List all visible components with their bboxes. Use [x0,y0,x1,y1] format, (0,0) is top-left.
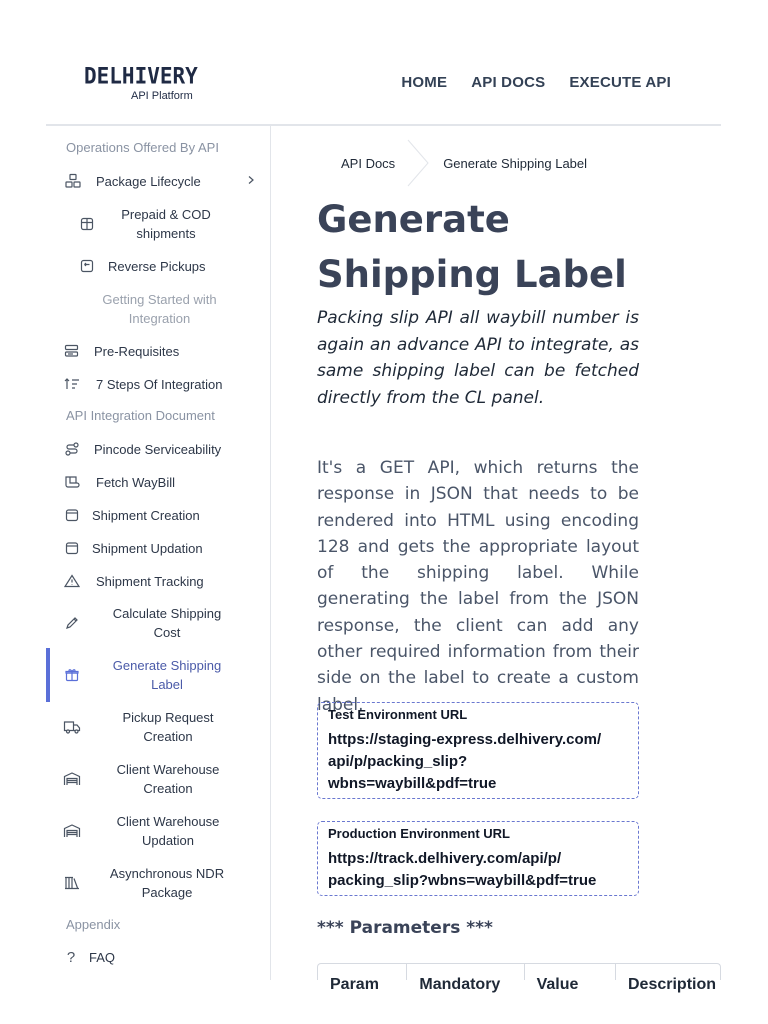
sidebar-item-label: Generate Shipping Label [112,658,222,692]
delhivery-logo[interactable] [84,64,198,102]
breadcrumb [318,140,587,186]
logo-wordmark: DELHIVERY [84,63,198,89]
sidebar-item-warehouse-updation[interactable] [46,811,270,851]
section-title-appendix: Appendix [66,917,121,932]
nav-execute-api[interactable]: EXECUTE API [569,74,671,91]
sidebar [46,126,271,980]
sidebar-item-label: Asynchronous NDR Package [109,866,225,900]
calendar-icon [64,540,80,556]
sidebar-item-label: Pincode Serviceability [94,441,222,457]
sidebar-item-getting-started[interactable] [46,289,270,329]
sidebar-item-package-lifecycle[interactable] [46,171,270,191]
test-env-label: Test Environment URL [328,707,468,722]
package-return-icon [79,258,95,274]
warehouse-icon [64,823,80,839]
test-env-url-box [317,702,639,799]
sidebar-item-label: Shipment Tracking [96,573,204,589]
library-icon [64,875,80,891]
breadcrumb-separator-icon [407,140,429,186]
description-paragraph: It's a GET API, which returns the response in JSON that needs to be rendered into HTML using encoding 128 and gets the appropriate layout of the shipping label. While generating the label from the JSON response, the client can add any other required information from their side on the label to create a custom label. [317,458,639,715]
pencil-icon [64,615,80,631]
route-icon [64,441,80,457]
calendar-icon [64,507,80,523]
sidebar-item-pincode[interactable] [46,439,270,459]
table-header-value: Value [525,964,616,980]
warehouse-icon [64,771,80,787]
sidebar-item-label: Client Warehouse Updation [116,814,220,848]
prod-env-label: Production Environment URL [328,826,510,841]
test-env-url[interactable]: https://staging-express.delhivery.com/ api/p/packing_slip? wbns=waybill&pdf=true [328,731,602,792]
layers-icon [64,343,80,359]
sidebar-item-shipment-creation[interactable] [46,505,270,525]
section-title-integration: API Integration Document [66,408,215,423]
logo-subtitle: API Platform [131,90,193,102]
sidebar-item-label: Fetch WayBill [96,474,175,490]
sidebar-item-shipment-updation[interactable] [46,538,270,558]
question-icon: ? [66,948,76,966]
sidebar-item-generate-label[interactable] [46,655,270,695]
section-title-operations: Operations Offered By API [66,140,219,155]
scroll-icon [64,474,80,490]
breadcrumb-api-docs[interactable]: API Docs [341,155,396,171]
sidebar-item-label: Pre-Requisites [94,343,180,359]
sidebar-item-fetch-waybill[interactable] [46,472,270,492]
sidebar-item-pre-requisites[interactable] [46,341,270,361]
sidebar-item-label: Shipment Updation [92,540,203,556]
prod-env-url[interactable]: https://track.delhivery.com/api/p/ packing_slip?wbns=waybill&pdf=true [328,850,597,889]
sidebar-item-pickup-request[interactable] [46,707,270,747]
sidebar-item-label: Calculate Shipping Cost [112,606,222,640]
top-header [46,40,721,126]
sort-list-icon [64,376,80,392]
truck-icon [64,719,80,735]
sidebar-item-label: Package Lifecycle [96,173,201,189]
sidebar-item-label: Prepaid & COD shipments [121,207,211,241]
parameters-heading: *** Parameters *** [317,918,493,938]
prod-env-url-box [317,821,639,896]
sidebar-item-prepaid-cod[interactable] [46,204,270,244]
breadcrumb-current: Generate Shipping Label [443,155,588,171]
main-nav [401,74,671,91]
parameters-table [317,963,721,993]
sidebar-item-warehouse-creation[interactable] [46,759,270,799]
sidebar-item-label: 7 Steps Of Integration [96,376,223,392]
nav-home[interactable]: HOME [401,74,448,91]
sidebar-item-label: Getting Started with Integration [102,292,217,326]
gift-icon [64,667,80,683]
sidebar-item-label: Pickup Request Creation [122,710,214,744]
sidebar-item-calculate-cost[interactable] [46,603,270,643]
lead-paragraph: Packing slip API all waybill number is again an advance API to integrate, as same shipping label can be fetched directly from the CL panel. [317,308,639,408]
table-header-param: Param [318,964,407,980]
package-icon [79,216,95,232]
table-header-description: Description [628,976,717,993]
chevron-right-icon[interactable] [246,174,256,188]
boxes-icon [65,173,81,189]
table-header-mandatory: Mandatory [407,964,524,980]
sidebar-item-label: FAQ [89,949,116,965]
sidebar-item-faq[interactable] [46,947,270,967]
sidebar-item-shipment-tracking[interactable] [46,571,270,591]
sidebar-item-label: Reverse Pickups [108,258,206,274]
alert-triangle-icon [64,573,80,589]
sidebar-item-label: Client Warehouse Creation [116,762,220,796]
page-title: Generate Shipping Label [317,198,627,296]
sidebar-item-7-steps[interactable] [46,374,270,394]
nav-api-docs[interactable]: API DOCS [471,74,546,91]
sidebar-item-async-ndr[interactable] [46,863,270,903]
sidebar-item-label: Shipment Creation [92,507,200,523]
sidebar-item-reverse-pickups[interactable] [46,256,270,276]
